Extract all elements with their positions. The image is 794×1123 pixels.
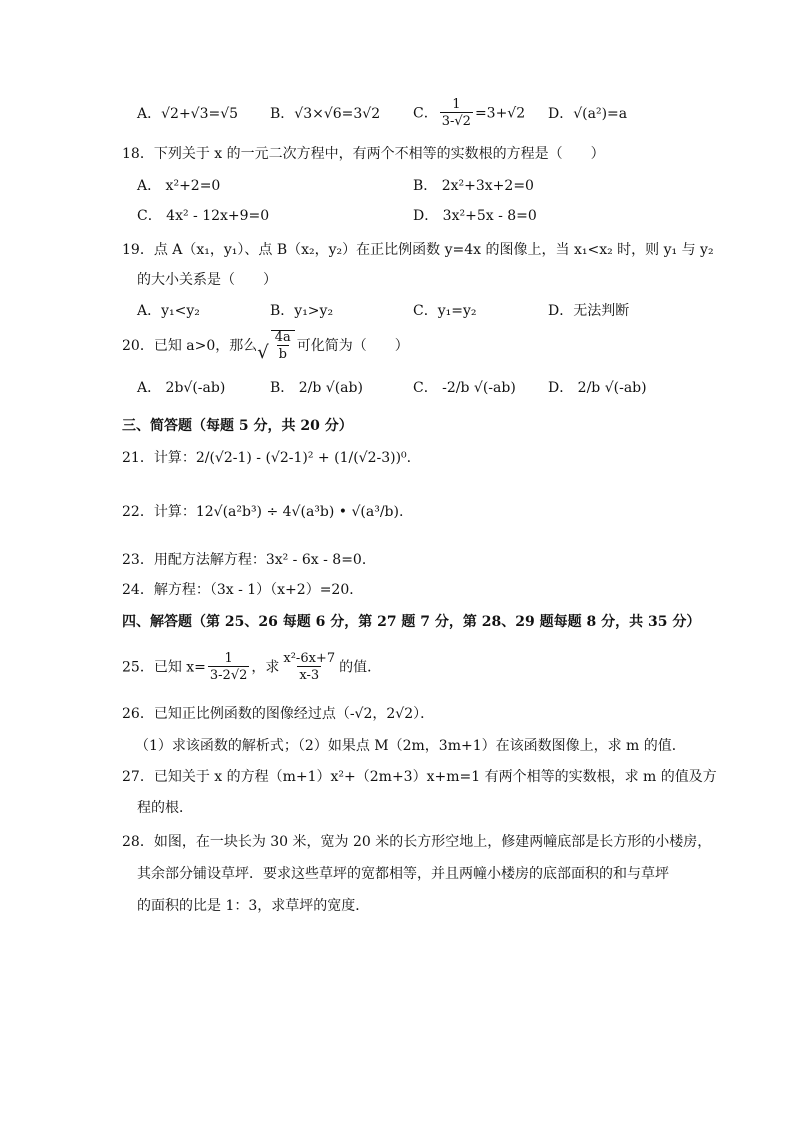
q19-option-c: C．y₁=y₂	[413, 303, 477, 319]
q17-option-b: B．√3×√6=3√2	[270, 106, 381, 122]
q19-option-a: A．y₁<y₂	[137, 303, 200, 319]
q25-expr-fraction: $\frac{\text{x²-6x+7}}{x-3}$	[283, 651, 336, 683]
q17-option-d: D．√(a²)=a	[548, 106, 628, 122]
q20-option-a: A． 2b√(-ab)	[137, 380, 226, 396]
q26-line1: 26．已知正比例函数的图像经过点（-√2，2√2）．	[122, 706, 435, 722]
q17-option-c: C． $\frac{1}{3-√2}$ =3+√2	[413, 97, 526, 129]
q18-option-a: A． x²+2=0	[137, 178, 221, 194]
q20-radical: √ $\frac{4a}{b}$	[257, 330, 297, 362]
q20-option-d: D． 2/b √(-ab)	[548, 380, 647, 396]
q25-x-fraction: $\frac{1}{3-2√2}$	[209, 651, 248, 683]
q19-stem-line1: 19．点 A（x₁，y₁）、点 B（x₂，y₂）在正比例函数 y=4x 的图像上，当 x₁<x₂ 时，则 y₁ 与 y₂	[122, 242, 714, 258]
q27-line2: 程的根．	[137, 800, 193, 816]
q18-option-d: D． 3x²+5x - 8=0	[413, 208, 537, 224]
q28-line1: 28．如图，在一块长为 30 米，宽为 20 米的长方形空地上，修建两幢底部是长方形的小楼房，	[122, 834, 712, 850]
section-4-heading: 四、解答题（第 25、26 每题 6 分，第 27 题 7 分，第 28、29 题每题 8 分，共 35 分）	[122, 614, 701, 630]
q23: 23．用配方法解方程：3x² - 6x - 8=0．	[122, 552, 376, 568]
q20-option-b: B． 2/b √(ab)	[270, 380, 363, 396]
q22: 22．计算：12√(a²b³) ÷ 4√(a³b) • √(a³/b).	[122, 504, 404, 520]
q21: 21．计算：2/(√2-1) - (√2-1)² + (1/(√2-3))⁰.	[122, 450, 412, 466]
q25: 25．已知 x= $\frac{1}{3-2√2}$ ，求 $\frac{\text{x²-6x+7}}{x-3}$ 的值．	[122, 651, 382, 683]
q28-line3: 的面积的比是 1：3，求草坪的宽度．	[137, 898, 370, 914]
q18-option-c: C． 4x² - 12x+9=0	[137, 208, 270, 224]
q18-option-b: B． 2x²+3x+2=0	[413, 178, 534, 194]
q24: 24．解方程：（3x - 1）（x+2）=20．	[122, 582, 364, 598]
q17-option-a: A．√2+√3=√5	[137, 106, 239, 122]
q18-stem: 18．下列关于 x 的一元二次方程中，有两个不相等的实数根的方程是（ ）	[122, 146, 605, 162]
q19-option-b: B．y₁>y₂	[270, 303, 334, 319]
q19-option-d: D．无法判断	[548, 303, 630, 319]
q21-expression: 2/(√2-1) - (√2-1)² + (1/(√2-3))⁰.	[195, 450, 412, 466]
q17-c-fraction: $\frac{1}{3-√2}$	[441, 97, 471, 129]
q20-option-c: C． -2/b √(-ab)	[413, 380, 516, 396]
q27-line1: 27．已知关于 x 的方程（m+1）x²+（2m+3）x+m=1 有两个相等的实数根，求 m 的值及方	[122, 769, 717, 785]
q19-stem-line2: 的大小关系是（ ）	[137, 272, 277, 288]
q22-expression: 12√(a²b³) ÷ 4√(a³b) • √(a³/b).	[195, 504, 404, 520]
section-3-heading: 三、简答题（每题 5 分，共 20 分）	[122, 418, 353, 434]
q28-line2: 其余部分铺设草坪．要求这些草坪的宽都相等，并且两幢小楼房的底部面积的和与草坪	[137, 866, 669, 882]
q26-line2: （1）求该函数的解析式；（2）如果点 M（2m，3m+1）在该函数图像上，求 m 的值．	[135, 738, 686, 754]
q20-stem: 20．已知 a>0，那么 √ $\frac{4a}{b}$ 可化简为（ ）	[122, 330, 409, 363]
